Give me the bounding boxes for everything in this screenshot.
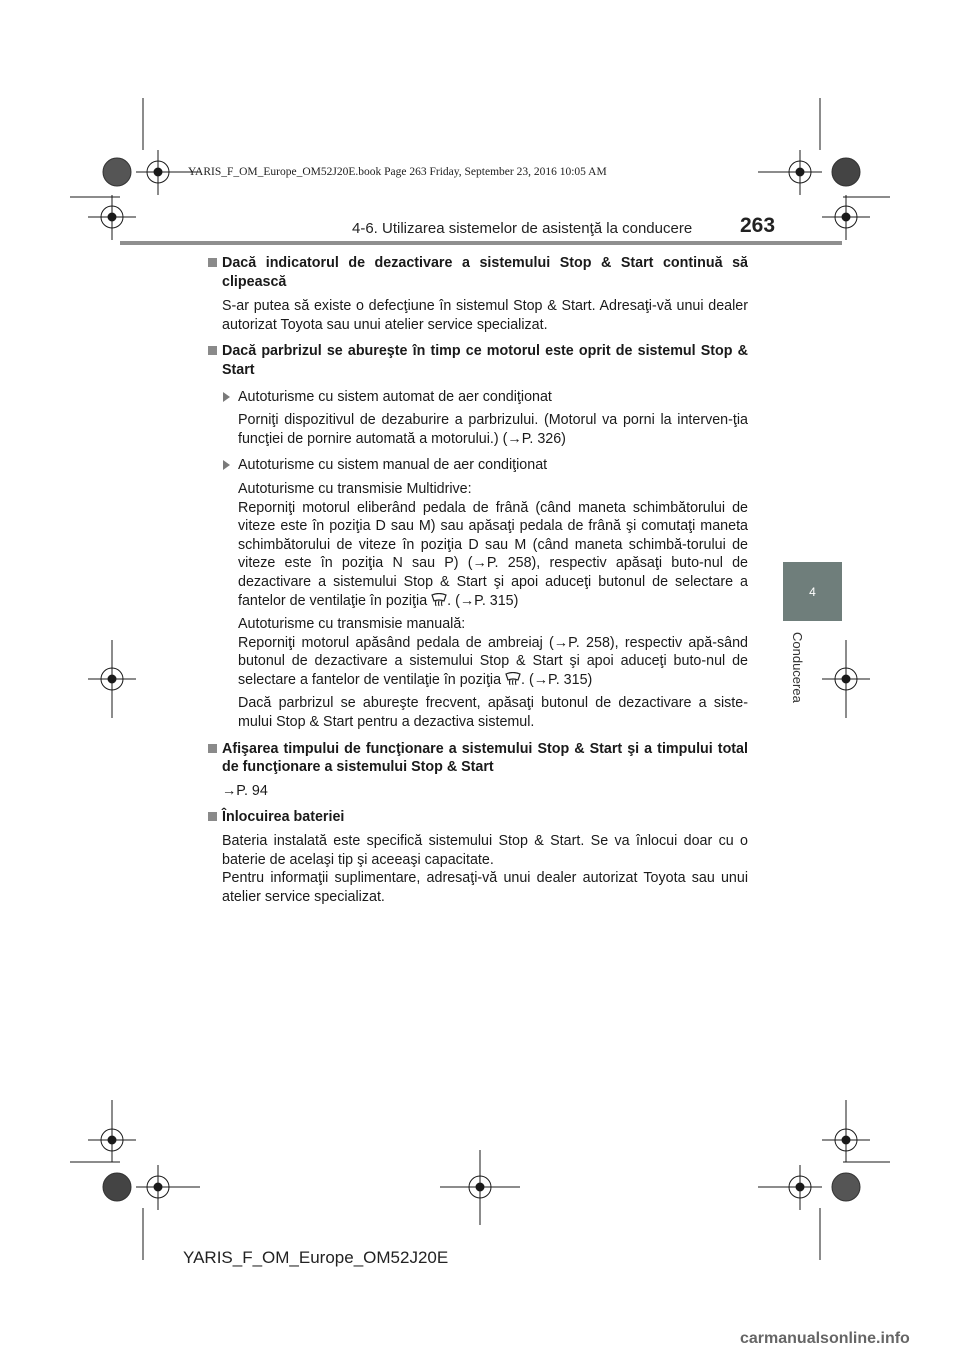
chapter-number: 4 (809, 584, 816, 599)
square-bullet-icon (208, 346, 217, 355)
section-body: S-ar putea să existe o defecţiune în sistemul Stop & Start. Adresaţi-vă unui dealer autorizat Toyota sau unui atelier service specializat. (222, 298, 748, 333)
section-body: Bateria instalată este specifică sistemului Stop & Start. Se va înlocui doar cu o baterie de acelaşi tip şi aceeaşi capacitate. (222, 833, 748, 868)
section-title: Afişarea timpului de funcţionare a sistemului Stop & Start şi a timpului total de funcţionare a sistemului Stop & Start (208, 740, 748, 777)
page-content (208, 254, 748, 906)
subsection-title: Autoturisme cu sistem automat de aer condiţionat (208, 388, 748, 407)
chapter-label: Conducerea (790, 632, 805, 703)
triangle-bullet-icon (223, 460, 230, 470)
section-title: Dacă indicatorul de dezactivare a sistemului Stop & Start continuă să clipească (208, 254, 748, 291)
triangle-bullet-icon (223, 392, 230, 402)
header-section-title: 4-6. Utilizarea sistemelor de asistenţă la conducere (352, 220, 693, 237)
square-bullet-icon (208, 744, 217, 753)
subsection-body: Autoturisme cu transmisie manuală: Reporniţi motorul apăsând pedala de ambreiaj (→P. 258), respectiv apă-sând butonul de dezactivare a sistemului Stop & Start şi apoi aduceţi buto-nul de selectare a fantelor de ventilaţie în poziţia . (→P. 315) (238, 616, 748, 688)
section-body: Pentru informaţii suplimentare, adresaţi-vă unui dealer autorizat Toyota sau unui atelier service specializat. (222, 870, 748, 905)
square-bullet-icon (208, 258, 217, 267)
subsection-title: Autoturisme cu sistem manual de aer condiţionat (208, 456, 748, 475)
section-title: Înlocuirea bateriei (208, 808, 748, 827)
book-info: YARIS_F_OM_Europe_OM52J20E.book Page 263 Friday, September 23, 2016 10:05 AM (188, 166, 607, 178)
header-rule (120, 241, 842, 245)
watermark: carmanualsonline.info (740, 1330, 910, 1347)
subsection-body: Dacă parbrizul se abureşte frecvent, apăsaţi butonul de dezactivare a siste-mului Stop & Start pentru a dezactiva sistemul. (238, 695, 748, 731)
section-title: Dacă parbrizul se abureşte în timp ce motorul este oprit de sistemul Stop & Start (208, 342, 748, 379)
page-number: 263 (740, 214, 776, 237)
square-bullet-icon (208, 812, 217, 821)
subsection-body: Autoturisme cu transmisie Multidrive: Reporniţi motorul eliberând pedala de frână (când maneta schimbătorului de viteze este în poziţia D sau M) sau apăsaţi pedala de frână şi comutaţi maneta schimbătorului de viteze în poziţia D sau M (când maneta schimbă-torului de viteze este în poziţia N sau P) (→P. 258), respectiv apăsaţi buto-nul de dezactivare a sistemului Stop & Start şi apoi aduceţi butonul de selectare a fantelor de ventilaţie în poziţia . (→P. 315) (238, 480, 748, 609)
defrost-windshield-icon (431, 593, 447, 607)
footer-code: YARIS_F_OM_Europe_OM52J20E (183, 1248, 449, 1267)
section-body: →P. 94 (222, 782, 268, 799)
chapter-tab (783, 562, 842, 621)
defrost-windshield-icon (505, 672, 521, 686)
subsection-body: Porniţi dispozitivul de dezaburire a parbrizului. (Motorul va porni la interven-ţia funcţiei de pornire automată a motorului.) (→P. 326) (238, 412, 748, 447)
